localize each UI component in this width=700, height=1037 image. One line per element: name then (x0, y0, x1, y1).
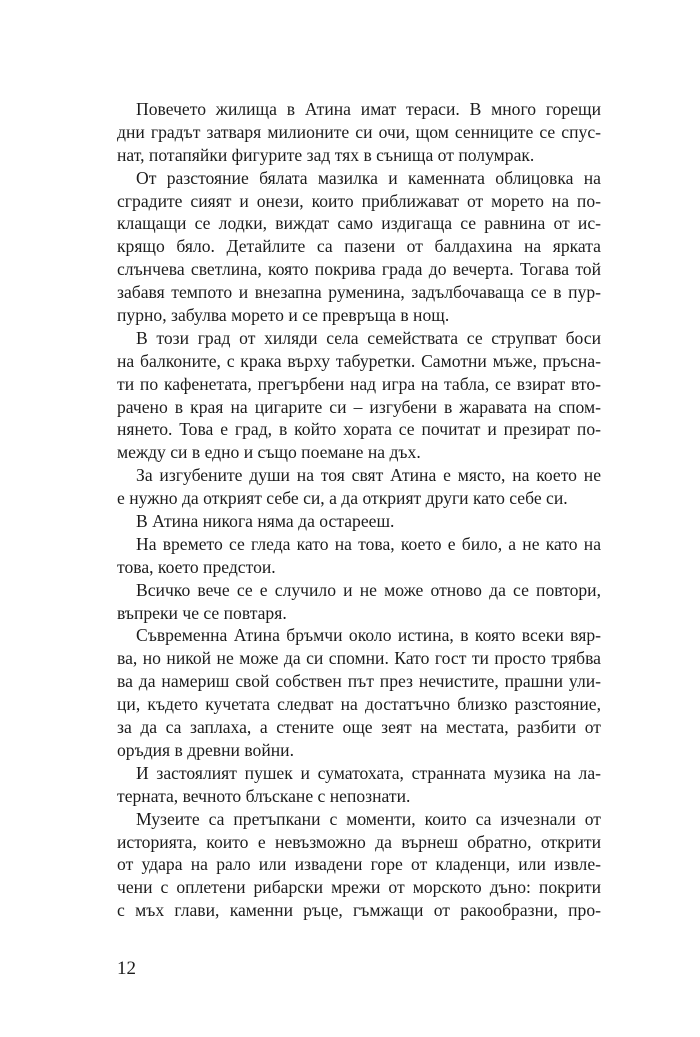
text-line: е нужно да открият себе си, а да открият други като себе си. (117, 488, 568, 509)
text-line: От разстояние бялата мазилка и каменната облицовка на (136, 167, 601, 188)
text-line: с мъх глави, каменни ръце, гъмжащи от ракообразни, про- (117, 900, 601, 921)
text-line: В този град от хиляди села семействата се струпват боси (136, 327, 601, 348)
text-line: сградите сияят и онези, които приближават от морето на по- (117, 190, 601, 211)
text-line: оръдия в древни войни. (117, 739, 294, 760)
text-line: забавя темпото и внезапна руменина, задълбочаваща се в пур- (117, 282, 601, 303)
text-line: ци, където кучетата следват на достатъчно близко разстояние, (117, 694, 601, 715)
text-line: чени с оплетени рибарски мрежи от морското дъно: покрити (117, 877, 601, 898)
paragraph (117, 533, 601, 579)
text-line: ва да намериш свой собствен път през нечистите, прашни ули- (117, 671, 601, 692)
page-number: 12 (117, 958, 136, 979)
text-line: това, което предстои. (117, 556, 276, 577)
paragraph (117, 762, 601, 808)
text-line: И застоялият пушек и суматохата, странната музика на ла- (136, 762, 601, 783)
text-line: на балконите, с крака върху табуретки. Самотни мъже, пръсна- (117, 350, 601, 371)
paragraph (117, 510, 601, 533)
paragraph (117, 579, 601, 625)
text-line: Музеите са претъпкани с моменти, които са изчезнали от (136, 808, 601, 829)
text-line: клащащи се лодки, виждат само издигаща се равнина от ис- (117, 213, 601, 234)
text-line: терната, вечното блъскане с непознати. (117, 785, 411, 806)
paragraph (117, 98, 601, 167)
paragraph (117, 167, 601, 327)
text-line: рачено в края на цигарите си – изгубени в жаравата на спом- (117, 396, 601, 417)
text-line: В Атина никога няма да остарееш. (136, 511, 395, 532)
text-line: нянето. Това е град, в който хората се почитат и презират по- (117, 419, 601, 440)
text-line: слънчева светлина, която покрива града до вечерта. Тогава той (117, 259, 601, 280)
paragraph (117, 327, 601, 464)
text-line: историята, които е невъзможно да върнеш обратно, открити (117, 831, 601, 852)
text-line: от удара на рало или извадени горе от кладенци, или извле- (117, 854, 601, 875)
text-line: За изгубените души на тоя свят Атина е място, на което не (136, 465, 601, 486)
text-line: дни градът затваря милионите си очи, щом сенниците се спус- (117, 121, 601, 142)
text-line: ва, но никой не може да си спомни. Като гост ти просто трябва (117, 648, 601, 669)
body-text (117, 98, 601, 922)
text-line: Съвременна Атина бръмчи около истина, в която всеки вяр- (136, 625, 601, 646)
paragraph (117, 808, 601, 922)
text-line: На времето се гледа като на това, което е било, а не като на (136, 533, 601, 554)
text-line: нат, потапяйки фигурите зад тях в сънища от полумрак. (117, 144, 535, 165)
text-line: въпреки че се повтаря. (117, 602, 287, 623)
paragraph (117, 464, 601, 510)
text-line: Всичко вече се е случило и не може отново да се повтори, (136, 579, 601, 600)
text-line: между си в едно и също поемане на дъх. (117, 442, 421, 463)
text-line: Повечето жилища в Атина имат тераси. В много горещи (136, 99, 601, 119)
text-line: пурно, забулва морето и се превръща в нощ. (117, 305, 450, 326)
text-line: за да са заплаха, а стените още зеят на местата, разбити от (117, 717, 601, 738)
text-line: ти по кафенетата, прегърбени над игра на табла, се взират вто- (117, 373, 601, 394)
text-line: крящо бяло. Детайлите са пазени от балдахина на ярката (117, 236, 601, 257)
paragraph (117, 624, 601, 761)
